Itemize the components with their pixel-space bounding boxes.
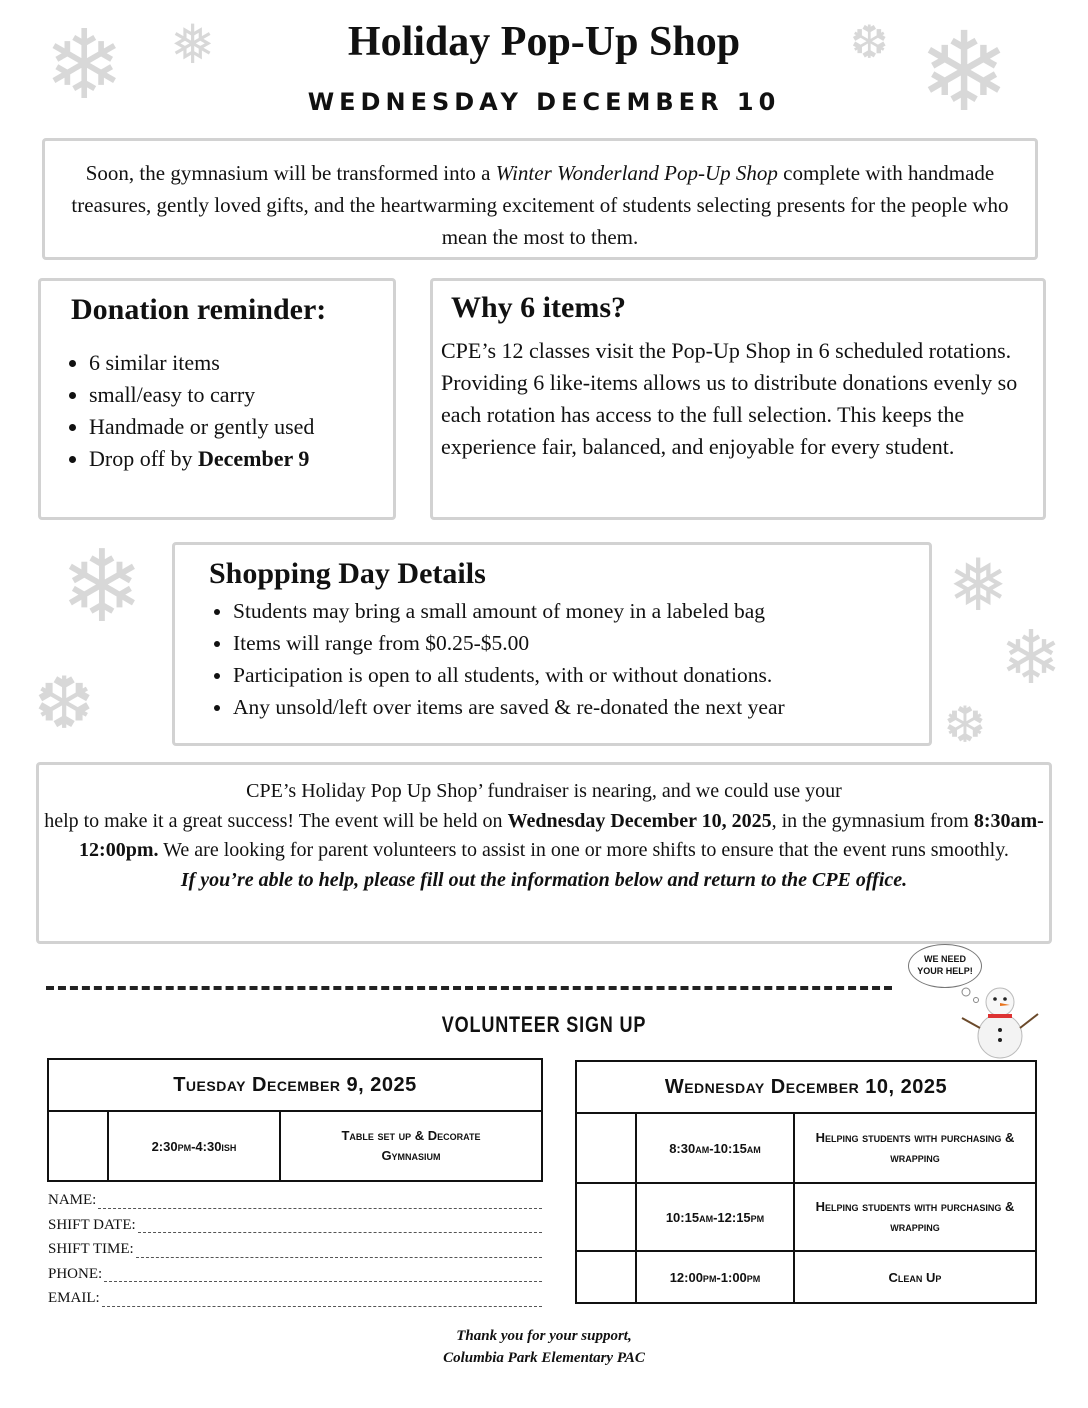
- shift-time: 2:30pm-4:30ish: [108, 1111, 280, 1181]
- list-item: • small/easy to carry: [89, 379, 393, 411]
- list-item: • Handmade or gently used: [89, 411, 393, 443]
- phone-field[interactable]: PHONE:: [48, 1262, 542, 1287]
- shift-time: 12:00pm-1:00pm: [636, 1251, 794, 1303]
- snowflake-icon: ❄: [918, 12, 1011, 134]
- list-item: • Students may bring a small amount of money in a labeled bag: [233, 595, 929, 627]
- snowflake-icon: ❄: [60, 532, 144, 643]
- name-line[interactable]: [98, 1194, 542, 1209]
- shift-checkbox[interactable]: [576, 1113, 636, 1183]
- shift-time: 10:15am-12:15pm: [636, 1183, 794, 1251]
- event-date: WEDNESDAY DECEMBER 10: [307, 88, 781, 116]
- snowflake-icon: ❄: [1000, 618, 1063, 700]
- snowflake-icon: ❅: [948, 546, 1009, 626]
- list-item: • Participation is open to all students, with or without donations.: [233, 659, 929, 691]
- shift-time: 8:30am-10:15am: [636, 1113, 794, 1183]
- list-item: • Drop off by December 9: [89, 443, 393, 475]
- intro-emphasis: Winter Wonderland Pop-Up Shop: [495, 161, 778, 185]
- why-text: CPE’s 12 classes visit the Pop-Up Shop in 6 scheduled rotations. Providing 6 like-items allows us to distribute donations evenly so each rotation has access to the full selection. This keeps the experience fair, balanced, and enjoyable for every student.: [441, 338, 1018, 459]
- volunteer-signup-title: VOLUNTEER SIGN UP: [441, 1012, 647, 1037]
- wednesday-table-heading: Wednesday December 10, 2025: [576, 1061, 1036, 1113]
- cut-line: [46, 986, 892, 990]
- shift-date-line[interactable]: [138, 1218, 542, 1233]
- name-field[interactable]: NAME:: [48, 1188, 542, 1213]
- snowflake-icon: ❅: [170, 15, 216, 75]
- intro-text: Soon, the gymnasium will be transformed into a Winter Wonderland Pop-Up Shop complete with handmade treasures, gently loved gifts, and the heartwarming excitement of students selecting presents for the people who mean the most to them.: [71, 161, 1009, 249]
- tuesday-table-heading: Tuesday December 9, 2025: [48, 1059, 542, 1111]
- intro-box: [42, 138, 1038, 260]
- donation-list: [41, 347, 393, 475]
- shift-task: Clean Up: [794, 1251, 1036, 1303]
- email-line[interactable]: [102, 1292, 542, 1307]
- donation-heading: Donation reminder:: [71, 293, 327, 326]
- shift-task: Helping students with purchasing & wrapping: [794, 1183, 1036, 1251]
- snowflake-icon: ❆: [850, 17, 889, 68]
- fundraiser-text: CPE’s Holiday Pop Up Shop’ fundraiser is nearing, and we could use your help to make it a great success! The event will be held on Wednesday December 10, 2025, in the gymnasium from 8:30am-12:00pm. We are looking for parent volunteers to assist in one or more shifts to ensure that the event runs smoothly. If you’re able to help, please fill out the information below and return to the CPE office.: [43, 777, 1045, 895]
- fundraiser-box: [36, 762, 1052, 944]
- page-title: Holiday Pop-Up Shop: [347, 19, 741, 65]
- shift-time-field[interactable]: SHIFT TIME:: [48, 1237, 542, 1262]
- shift-checkbox[interactable]: [576, 1251, 636, 1303]
- shift-task: Helping students with purchasing & wrapping: [794, 1113, 1036, 1183]
- shift-date-field[interactable]: SHIFT DATE:: [48, 1213, 542, 1238]
- call-to-action: If you’re able to help, please fill out the information below and return to the CPE office.: [180, 868, 908, 891]
- thank-you-note: Thank you for your support, Columbia Park Elementary PAC: [443, 1328, 645, 1366]
- volunteer-form: [48, 1188, 542, 1311]
- shift-task: Table set up & Decorate Gymnasium: [280, 1111, 542, 1181]
- why-heading: Why 6 items?: [451, 291, 626, 324]
- shift-checkbox[interactable]: [576, 1183, 636, 1251]
- shift-time-line[interactable]: [136, 1243, 542, 1258]
- list-item: • 6 similar items: [89, 347, 393, 379]
- speech-bubble: WE NEED YOUR HELP!: [908, 944, 982, 988]
- list-item: • Items will range from $0.25-$5.00: [233, 627, 929, 659]
- why-six-items-box: [430, 278, 1046, 520]
- donation-reminder-box: [38, 278, 396, 520]
- shopping-details-box: [172, 542, 932, 746]
- shift-checkbox[interactable]: [48, 1111, 108, 1181]
- snowflake-icon: ❆: [34, 664, 95, 744]
- snowflake-icon: ❆: [944, 697, 986, 753]
- snowman-icon: [950, 978, 1046, 1060]
- wednesday-shift-table: [575, 1060, 1037, 1304]
- snowflake-icon: ❄: [44, 12, 125, 119]
- email-field[interactable]: EMAIL:: [48, 1286, 542, 1311]
- shopping-heading: Shopping Day Details: [209, 557, 486, 590]
- shopping-list: [175, 595, 929, 723]
- phone-line[interactable]: [104, 1267, 542, 1282]
- tuesday-shift-table: [47, 1058, 543, 1182]
- list-item: • Any unsold/left over items are saved & re-donated the next year: [233, 691, 929, 723]
